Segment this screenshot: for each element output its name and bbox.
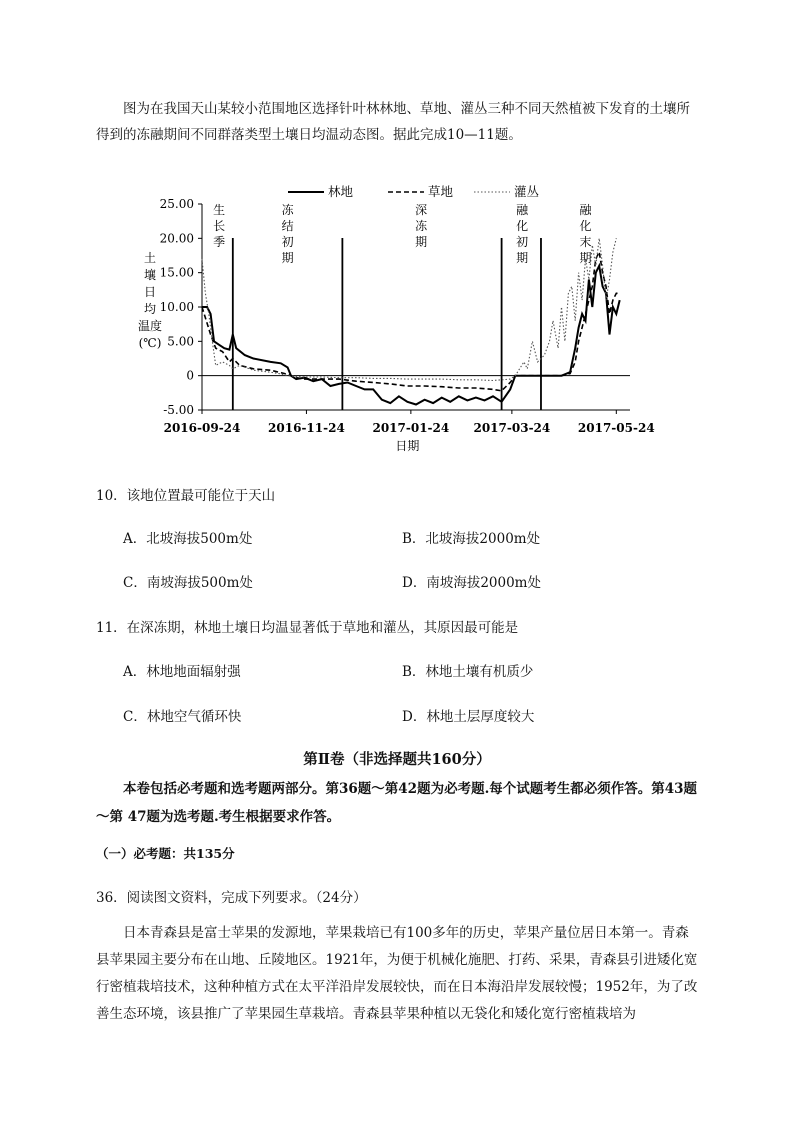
part-1-heading: （一）必考题：共135分 xyxy=(96,846,235,861)
q10-option-d[interactable]: D．南坡海拔2000m处 xyxy=(402,575,541,591)
period-label-char: 初 xyxy=(516,235,529,249)
y-axis-label-char: 均 xyxy=(143,302,157,316)
series-line-dotted xyxy=(202,238,616,380)
q10-option-a[interactable]: A．北坡海拔500m处 xyxy=(123,531,253,547)
legend-label: 灌丛 xyxy=(514,184,540,199)
period-label-char: 期 xyxy=(579,251,592,265)
period-label-char: 季 xyxy=(213,235,226,249)
question-36-text: 日本青森县是富士苹果的发源地，苹果栽培已有100多年的历史，苹果产量位居日本第一。青森县苹果园主要分布在山地、丘陵地区。1921年，为便于机械化施肥、打药、采果，青森县引进矮化宽行密植栽培技术，这种种植方式在太平洋沿岸发展较快，而在日本海沿岸发展较慢；1952年，为了改善生态环境，该县推广了苹果园生草栽培。青森县苹果种植以无袋化和矮化宽行密植栽培为 xyxy=(96,925,698,1022)
intro-text: 图为在我国天山某较小范围地区选择针叶林林地、草地、灌丛三种不同天然植被下发育的土壤所得到的冻融期间不同群落类型土壤日均温动态图。据此完成10—11题。 xyxy=(96,101,690,143)
x-tick-label: 2017-05-24 xyxy=(577,421,655,435)
x-tick-label: 2016-11-24 xyxy=(268,421,345,435)
soil-temperature-chart xyxy=(130,178,670,458)
period-label-char: 期 xyxy=(516,251,529,265)
question-10-stem: 10．该地位置最可能位于天山 xyxy=(96,488,276,504)
series-line-dashed xyxy=(202,252,620,391)
x-tick-label: 2016-09-24 xyxy=(163,421,241,435)
y-tick-label: 5.00 xyxy=(167,334,194,349)
period-label-char: 冻 xyxy=(415,219,428,233)
y-tick-label: -5.00 xyxy=(163,403,194,417)
q11-option-b[interactable]: B．林地土壤有机质少 xyxy=(402,664,534,680)
period-label-char: 初 xyxy=(281,235,294,249)
y-tick-label: 25.00 xyxy=(159,197,194,211)
y-tick-label: 0 xyxy=(186,368,194,383)
q11-option-c[interactable]: C．林地空气循环快 xyxy=(123,709,242,725)
period-label-char: 期 xyxy=(415,235,428,249)
q10-option-c[interactable]: C．南坡海拔500m处 xyxy=(123,575,253,591)
section-2-note: 本卷包括必考题和选考题两部分。第36题～第42题为必考题.每个试题考生都必须作答。第43题～第 47题为选考题.考生根据要求作答。 xyxy=(96,781,698,825)
period-label-char: 融 xyxy=(579,203,592,217)
y-tick-label: 15.00 xyxy=(159,265,194,280)
y-axis-label-char: 温度 xyxy=(137,319,163,333)
q11-option-a[interactable]: A．林地地面辐射强 xyxy=(123,664,241,680)
q10-option-b[interactable]: B．北坡海拔2000m处 xyxy=(402,531,541,547)
question-36-stem: 36．阅读图文资料，完成下列要求。（24分） xyxy=(96,890,367,906)
y-axis-label-char: 日 xyxy=(143,285,157,299)
section-2-title: 第Ⅱ卷（非选择题共160分） xyxy=(303,751,491,768)
q11-option-d[interactable]: D．林地土层厚度较大 xyxy=(402,709,535,725)
period-label-char: 期 xyxy=(281,251,294,265)
period-label-char: 末 xyxy=(579,235,592,249)
series-line-solid xyxy=(202,266,620,405)
question-11-stem: 11．在深冻期，林地土壤日均温显著低于草地和灌丛，其原因最可能是 xyxy=(96,620,519,636)
period-label-char: 结 xyxy=(281,219,294,233)
period-label-char: 生 xyxy=(213,203,226,217)
legend-label: 草地 xyxy=(428,184,454,199)
x-tick-label: 2017-01-24 xyxy=(372,421,450,435)
period-label-char: 融 xyxy=(516,203,529,217)
period-label-char: 化 xyxy=(516,219,529,233)
period-label-char: 冻 xyxy=(281,203,294,217)
y-axis-label-char: 土 xyxy=(143,251,157,265)
legend-label: 林地 xyxy=(328,184,354,199)
y-axis-label-char: (℃) xyxy=(138,336,162,350)
x-tick-label: 2017-03-24 xyxy=(473,421,551,435)
y-tick-label: 10.00 xyxy=(159,300,194,314)
y-tick-label: 20.00 xyxy=(159,231,194,246)
x-axis-label: 日期 xyxy=(395,439,420,453)
period-label-char: 长 xyxy=(213,219,226,233)
y-axis-label-char: 壤 xyxy=(143,268,157,282)
period-label-char: 深 xyxy=(415,203,428,217)
period-label-char: 化 xyxy=(579,219,592,233)
